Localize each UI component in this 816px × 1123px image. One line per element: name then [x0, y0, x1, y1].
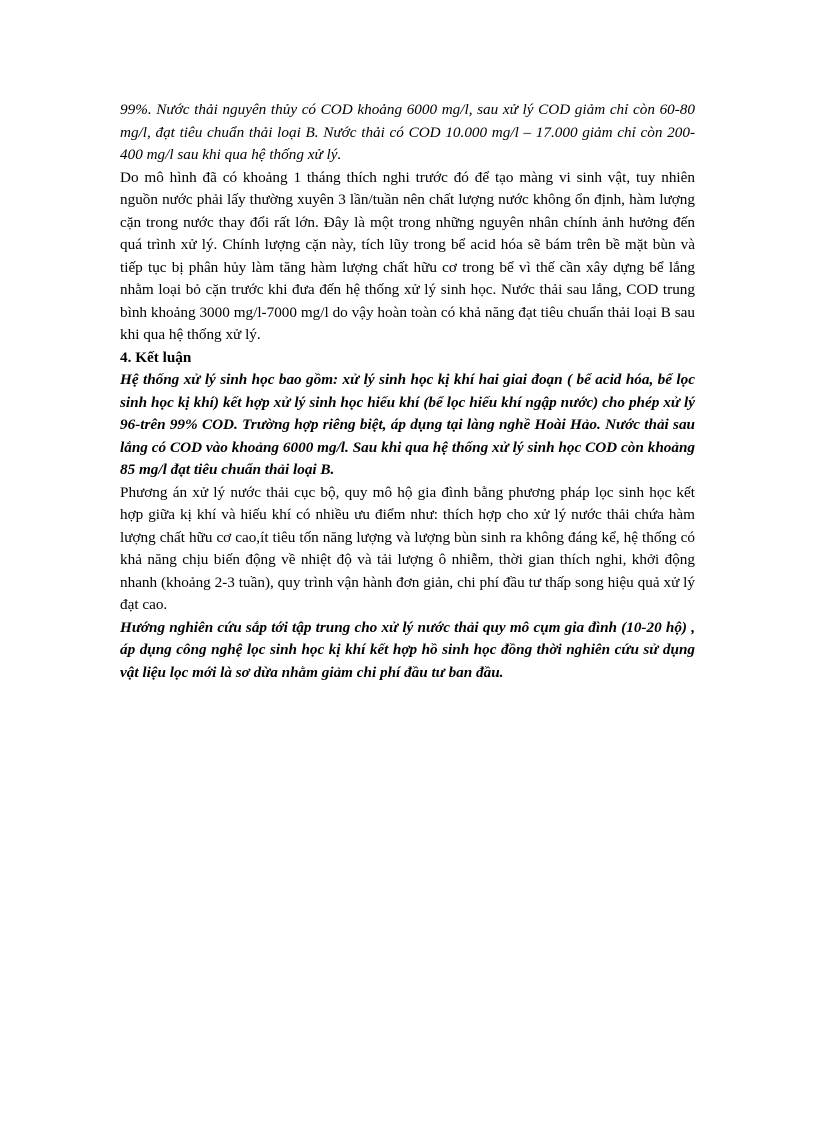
paragraph-results-summary: 99%. Nước thải nguyên thủy có COD khoảng 6000 mg/l, sau xử lý COD giảm chỉ còn 60-80 mg/l, đạt tiêu chuẩn thải loại B. Nước thải có COD 10.000 mg/l – 17.000 giảm chỉ còn 200-400 mg/l sau khi qua hệ thống xử lý.	[120, 101, 695, 163]
paragraph-model-discussion: Do mô hình đã có khoảng 1 tháng thích nghi trước đó để tạo màng vi sinh vật, tuy nhiên nguồn nước phải lấy thường xuyên 3 lần/tuần nên chất lượng nước không ổn định, hàm lượng cặn trong nước thay đổi rất lớn. Đây là một trong những nguyên nhân chính ảnh hưởng đến quá trình xử lý. Chính lượng cặn này, tích lũy trong bể acid hóa sẽ bám trên bề mặt bùn và tiếp tục bị phân hủy làm tăng hàm lượng chất hữu cơ trong bể vì thế cần xây dựng bể lắng nhằm loại bỏ cặn trước khi đưa đến hệ thống xử lý sinh học. Nước thải sau lắng, COD trung bình khoảng 3000 mg/l-7000 mg/l do vậy hoàn toàn có khả năng đạt tiêu chuẩn thải loại B sau khi qua hệ thống xử lý.	[120, 168, 695, 343]
document-page	[120, 99, 695, 684]
paragraph-method-advantages: Phương án xử lý nước thải cục bộ, quy mô hộ gia đình bằng phương pháp lọc sinh học kết hợp giữa kị khí và hiếu khí có nhiều ưu điểm như: thích hợp cho xử lý nước thải chứa hàm lượng chất hữu cơ cao,ít tiêu tốn năng lượng và lượng bùn sinh ra không đáng kể, hệ thống có khả năng chịu biến động về nhiệt độ và tải lượng ô nhiễm, thời gian thích nghi, khởi động nhanh (khoảng 2-3 tuần), quy trình vận hành đơn giản, chi phí đầu tư thấp song hiệu quả xử lý đạt cao.	[120, 483, 695, 613]
paragraph-future-research: Hướng nghiên cứu sắp tới tập trung cho xử lý nước thải quy mô cụm gia đình (10-20 hộ) , áp dụng công nghệ lọc sinh học kị khí kết hợp hồ sinh học đồng thời nghiên cứu sử dụng vật liệu lọc mới là sơ dừa nhằm giảm chi phí đầu tư ban đầu.	[120, 618, 695, 681]
paragraph-conclusion-summary: Hệ thống xử lý sinh học bao gồm: xử lý sinh học kị khí hai giai đoạn ( bể acid hóa, bể lọc sinh học kị khí) kết hợp xử lý sinh học hiếu khí (bể lọc hiếu khí ngập nước) cho phép xử lý 96-trên 99% COD. Trường hợp riêng biệt, áp dụng tại làng nghề Hoài Hảo. Nước thải sau lắng có COD vào khoảng 6000 mg/l. Sau khi qua hệ thống xử lý sinh học COD còn khoảng 85 mg/l đạt tiêu chuẩn thải loại B.	[120, 371, 695, 478]
section-heading-conclusion: 4. Kết luận	[120, 348, 192, 366]
